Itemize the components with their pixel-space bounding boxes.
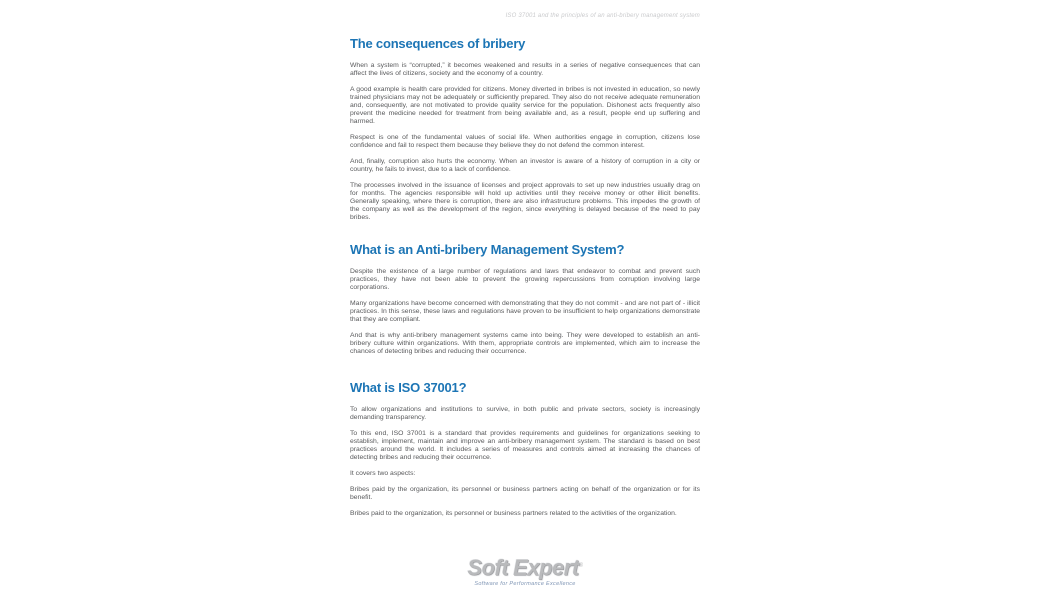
paragraph: To allow organizations and institutions to survive, in both public and private sectors, society is increasingly demanding transparency. (350, 406, 700, 421)
registered-trademark-symbol: ® (578, 563, 583, 569)
paragraph: Bribes paid by the organization, its personnel or business partners acting on behalf of the organization or for its benefit. (350, 486, 700, 501)
paragraph: Respect is one of the fundamental values of social life. When authorities engage in corruption, citizens lose confidence and fail to respect them because they believe they do not defend the common interest. (350, 134, 700, 149)
paragraph: The processes involved in the issuance of licenses and project approvals to set up new industries usually drag on for months. The agencies responsible will hold up activities until they receive money or other illicit benefits. Generally speaking, where there is corruption, there are also infrastructure problems. This impedes the growth of the company as well as the development of the region, since everything is delayed because of the need to pay bribes. (350, 182, 700, 221)
paragraph: And that is why anti-bribery management systems came into being. They were developed to establish an anti-bribery culture within organizations. With them, appropriate controls are implemented, which aim to increase the chances of detecting bribes and reducing their occurrence. (350, 332, 700, 355)
paragraph: Many organizations have become concerned with demonstrating that they do not commit - and are not part of - illicit practices. In this sense, these laws and regulations have proven to be insufficient to help organizations demonstrate that they are compliant. (350, 300, 700, 323)
softexpert-logo (467, 556, 582, 588)
section-heading-what-is-iso-37001: What is ISO 37001? (350, 380, 467, 395)
document-content (338, 12, 712, 518)
logo-word-expert: Expert (513, 555, 579, 580)
logo-word-soft: Soft (467, 555, 509, 580)
paragraph: And, finally, corruption also hurts the economy. When an investor is aware of a history of corruption in a city or country, he fails to invest, due to a lack of confidence. (350, 158, 700, 173)
logo-tagline: Software for Performance Excellence (474, 581, 576, 587)
section-heading-anti-bribery-management-system: What is an Anti-bribery Management System? (350, 242, 625, 257)
running-header-title: ISO 37001 and the principles of an anti-bribery management system (505, 13, 700, 19)
paragraph: Bribes paid to the organization, its personnel or business partners related to the activities of the organization. (350, 510, 677, 517)
paragraph: It covers two aspects: (350, 470, 416, 477)
document-page (338, 0, 712, 600)
paragraph: To this end, ISO 37001 is a standard that provides requirements and guidelines for organizations seeking to establish, implement, maintain and improve an anti-bribery management system. The standard is based on best practices around the world. It includes a series of measures and controls aimed at increasing the chances of detecting bribes and reducing their occurrence. (350, 430, 700, 461)
paragraph: When a system is “corrupted,” it becomes weakened and results in a series of negative consequences that can affect the lives of citizens, society and the economy of a country. (350, 62, 700, 77)
paragraph: A good example is health care provided for citizens. Money diverted in bribes is not invested in education, so newly trained physicians may not be adequately or sufficiently prepared. They also do not receive adequate remuneration and, consequently, are not motivated to provide quality service for the population. Dishonest acts frequently also prevent the medicine needed for treatment from being available and, as a result, people end up suffering and harmed. (350, 86, 700, 125)
paragraph: Despite the existence of a large number of regulations and laws that endeavor to combat and prevent such practices, they have not been able to prevent the growing repercussions from corruption involving large corporations. (350, 268, 700, 291)
section-heading-consequences-of-bribery: The consequences of bribery (350, 36, 526, 51)
softexpert-wordmark (467, 556, 582, 580)
